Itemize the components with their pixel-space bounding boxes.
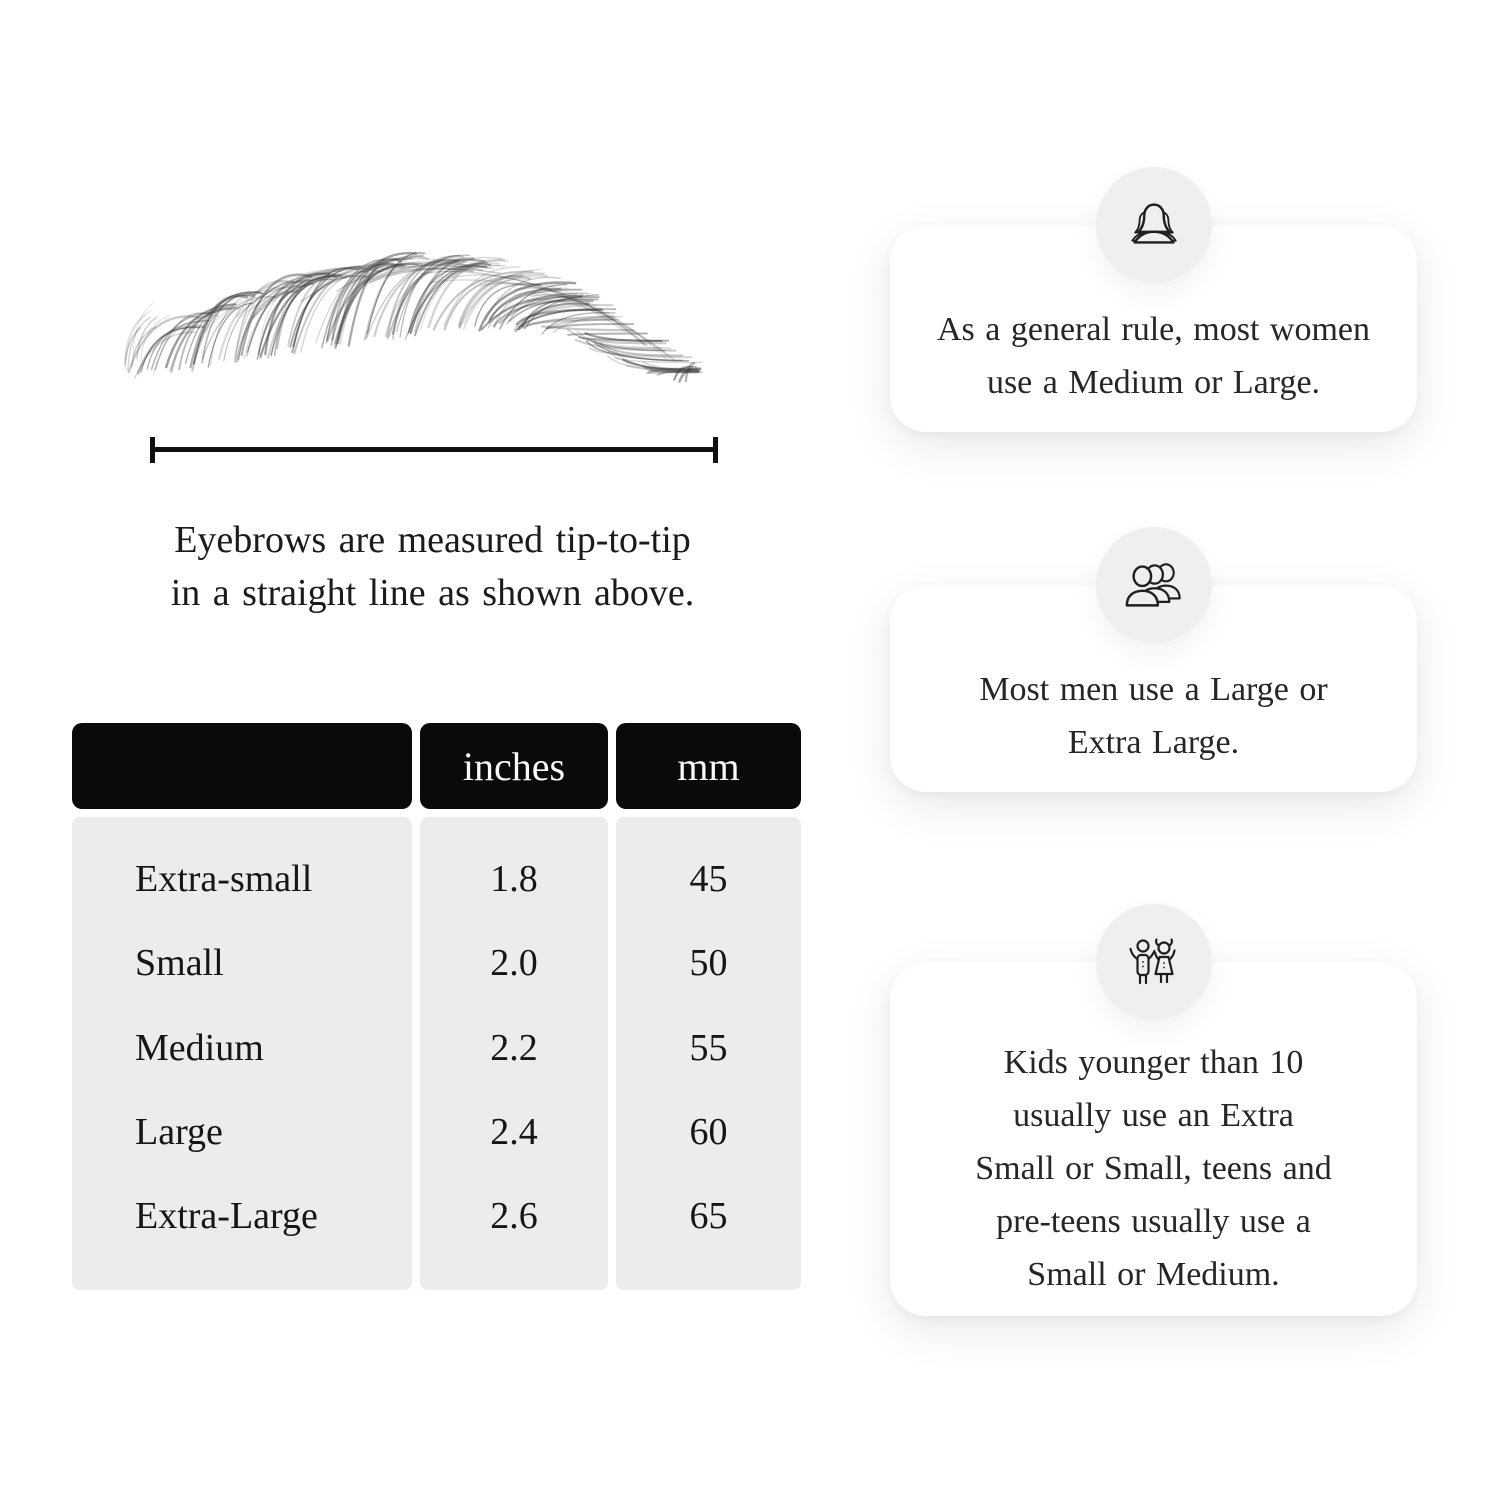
women-group-icon xyxy=(1096,167,1212,283)
measure-end-cap-right xyxy=(713,437,718,463)
card-text-line: Kids younger than 10 xyxy=(1003,1043,1304,1081)
table-cell-mm: 60 xyxy=(689,1110,728,1153)
size-table xyxy=(72,723,801,1290)
table-cell-mm: 65 xyxy=(689,1195,728,1237)
measure-bar xyxy=(150,447,718,452)
card-text-line: use a Medium or Large. xyxy=(986,364,1321,401)
info-card-men xyxy=(890,585,1417,792)
table-cell-size: Medium xyxy=(135,1026,264,1069)
info-card-women xyxy=(890,225,1417,432)
card-text-line: pre-teens usually use a xyxy=(996,1202,1311,1240)
table-cell-inches: 2.4 xyxy=(490,1110,538,1153)
info-card-kids xyxy=(890,962,1417,1316)
caption-line-1: Eyebrows are measured tip-to-tip xyxy=(174,519,691,561)
eyebrow-drawing xyxy=(112,236,724,414)
table-cell-mm: 50 xyxy=(689,942,728,985)
table-header-inches: inches xyxy=(420,723,608,809)
table-cell-inches: 2.6 xyxy=(490,1195,538,1237)
table-header-size xyxy=(72,723,412,809)
table-cell-inches: 2.2 xyxy=(490,1026,538,1069)
table-cell-size: Extra-Large xyxy=(135,1195,318,1237)
card-text-line: usually use an Extra xyxy=(1013,1096,1294,1134)
kids-icon xyxy=(1096,904,1212,1020)
table-cell-size: Extra-small xyxy=(135,858,313,900)
men-group-icon xyxy=(1096,527,1212,643)
table-cell-inches: 2.0 xyxy=(490,942,538,985)
table-cell-mm: 55 xyxy=(689,1026,728,1069)
table-cell-inches: 1.8 xyxy=(490,858,538,900)
measurement-line xyxy=(150,437,718,463)
table-header-mm: mm xyxy=(616,723,801,809)
card-text-line: Small or Medium. xyxy=(1027,1255,1280,1293)
card-text-line: Extra Large. xyxy=(1067,724,1240,761)
caption-line-2: in a straight line as shown above. xyxy=(170,572,695,614)
card-text-line: Small or Small, teens and xyxy=(975,1149,1332,1187)
table-column-sizes xyxy=(72,817,412,1290)
card-text-line: Most men use a Large or xyxy=(979,671,1328,708)
table-cell-mm: 45 xyxy=(689,858,728,900)
table-column-mm xyxy=(616,817,801,1290)
card-text-line: As a general rule, most women xyxy=(937,311,1370,348)
eyebrow-illustration xyxy=(112,236,724,414)
measurement-caption xyxy=(105,514,760,620)
table-column-inches xyxy=(420,817,608,1290)
table-cell-size: Large xyxy=(135,1110,223,1153)
table-cell-size: Small xyxy=(135,942,224,985)
